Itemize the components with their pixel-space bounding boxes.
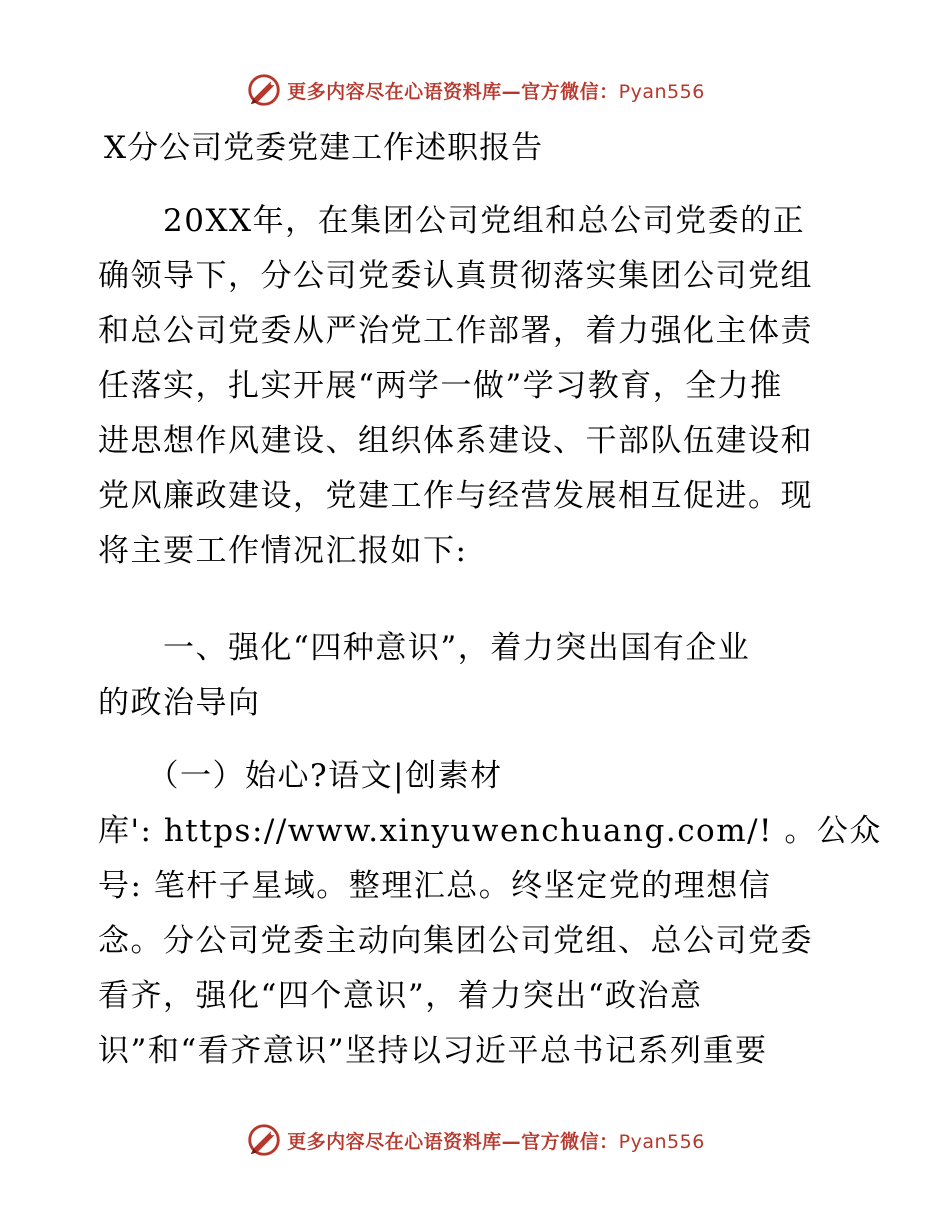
text-line: 党风廉政建设，党建工作与经营发展相互促进。现 (98, 478, 813, 514)
text-line: 一、强化“四种意识”，着力突出国有企业 (98, 630, 751, 666)
section-heading-1 (98, 621, 852, 731)
banner-text: 更多内容尽在心语资料库—官方微信：Pyan556 (287, 1130, 705, 1153)
pen-logo-icon (245, 1121, 283, 1159)
footer-watermark-banner (0, 1120, 950, 1160)
text-line: 将主要工作情况汇报如下: (98, 533, 468, 569)
text-line: 和总公司党委从严治党工作部署，着力强化主体责 (98, 313, 813, 349)
text-line: 任落实，扎实开展“两学一做”学习教育，全力推 (98, 368, 783, 404)
banner-account: Pyan556 (618, 1130, 705, 1153)
pen-logo-icon (245, 71, 283, 109)
text-line: 看齐，强化“四个意识”，着力突出“政治意 (98, 978, 703, 1014)
text-line: 20XX年，在集团公司党组和总公司党委的正 (98, 203, 806, 239)
paragraph-section-1 (98, 749, 882, 1079)
text-line: 念。分公司党委主动向集团公司党组、总公司党委 (98, 923, 813, 959)
text-line: 识”和“看齐意识”坚持以习近平总书记系列重要 (98, 1033, 768, 1069)
text-line: 的政治导向 (98, 685, 261, 721)
text-line: 号: 笔杆子星域。整理汇总。终坚定党的理想信 (98, 868, 772, 904)
paragraph-intro (98, 194, 852, 579)
document-title: X分公司党委党建工作述职报告 (104, 130, 544, 166)
banner-text: 更多内容尽在心语资料库—官方微信：Pyan556 (287, 80, 705, 103)
text-line: 确领导下，分公司党委认真贯彻落实集团公司党组 (98, 258, 813, 294)
banner-account: Pyan556 (618, 80, 705, 103)
header-watermark-banner (0, 70, 950, 110)
text-line: （一）始心?语文|创素材 (98, 758, 503, 794)
text-line: 进思想作风建设、组织体系建设、干部队伍建设和 (98, 423, 813, 459)
text-line: 库': https://www.xinyuwenchuang.com/! 。公众 (98, 813, 882, 849)
